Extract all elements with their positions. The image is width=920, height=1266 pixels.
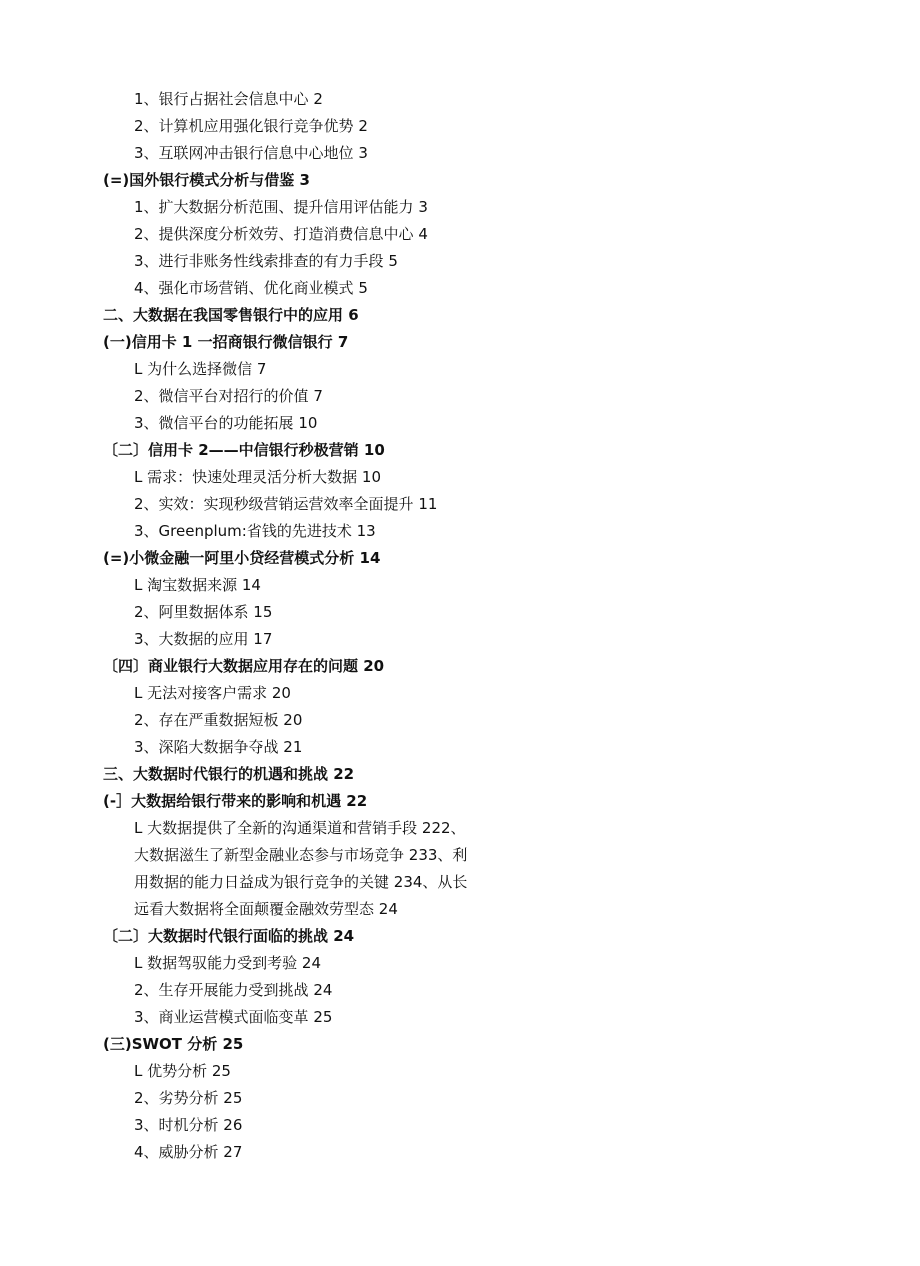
toc-heading: (-］大数据给银行带来的影响和机遇 22	[103, 792, 368, 810]
toc-item: L 无法对接客户需求 20	[134, 684, 291, 702]
toc-item: L 大数据提供了全新的沟通渠道和营销手段 222、	[134, 819, 466, 837]
toc-item: 远看大数据将全面颠覆金融效劳型态 24	[134, 900, 398, 918]
toc-item: 大数据滋生了新型金融业态参与市场竞争 233、利	[134, 846, 468, 864]
toc-item: 3、大数据的应用 17	[134, 630, 273, 648]
toc-heading: (=)国外银行模式分析与借鉴 3	[103, 171, 310, 189]
table-of-contents	[0, 86, 920, 1166]
toc-item: 用数据的能力日益成为银行竞争的关键 234、从长	[134, 873, 468, 891]
toc-heading: 〔四〕商业银行大数据应用存在的问题 20	[103, 657, 385, 675]
toc-item: 3、Greenplum:省钱的先进技术 13	[134, 522, 376, 540]
toc-item: 2、生存开展能力受到挑战 24	[134, 981, 333, 999]
toc-item: 2、微信平台对招行的价值 7	[134, 387, 323, 405]
toc-item: 3、微信平台的功能拓展 10	[134, 414, 318, 432]
toc-item: L 数据驾驭能力受到考验 24	[134, 954, 321, 972]
toc-item: L 需求：快速处理灵活分析大数据 10	[134, 468, 381, 486]
toc-item: L 淘宝数据来源 14	[134, 576, 261, 594]
toc-item: 3、进行非账务性线索排查的有力手段 5	[134, 252, 398, 270]
toc-item: 2、实效：实现秒级营销运营效率全面提升 11	[134, 495, 438, 513]
toc-item: 3、时机分析 26	[134, 1116, 243, 1134]
toc-item: 1、扩大数据分析范围、提升信用评估能力 3	[134, 198, 428, 216]
toc-item: 2、阿里数据体系 15	[134, 603, 273, 621]
toc-heading: (三)SWOT 分析 25	[103, 1035, 244, 1053]
toc-heading: 三、大数据时代银行的机遇和挑战 22	[103, 765, 355, 783]
toc-item: 3、商业运营模式面临变革 25	[134, 1008, 333, 1026]
toc-heading: 二、大数据在我国零售银行中的应用 6	[103, 306, 359, 324]
toc-item: 2、计算机应用强化银行竞争优势 2	[134, 117, 368, 135]
toc-item: 3、互联网冲击银行信息中心地位 3	[134, 144, 368, 162]
toc-item: 3、深陷大数据争夺战 21	[134, 738, 303, 756]
toc-heading: (=)小微金融一阿里小贷经营模式分析 14	[103, 549, 381, 567]
toc-item: 2、存在严重数据短板 20	[134, 711, 303, 729]
toc-item: L 为什么选择微信 7	[134, 360, 267, 378]
toc-heading: 〔二〕大数据时代银行面临的挑战 24	[103, 927, 355, 945]
toc-item: L 优势分析 25	[134, 1062, 231, 1080]
toc-item: 2、劣势分析 25	[134, 1089, 243, 1107]
toc-heading: 〔二〕信用卡 2——中信银行秒极营销 10	[103, 441, 385, 459]
toc-item: 4、威胁分析 27	[134, 1143, 243, 1161]
toc-item: 4、强化市场营销、优化商业模式 5	[134, 279, 368, 297]
toc-item: 2、提供深度分析效劳、打造消费信息中心 4	[134, 225, 428, 243]
toc-heading: (一)信用卡 1 一招商银行微信银行 7	[103, 333, 349, 351]
toc-item: 1、银行占据社会信息中心 2	[134, 90, 323, 108]
